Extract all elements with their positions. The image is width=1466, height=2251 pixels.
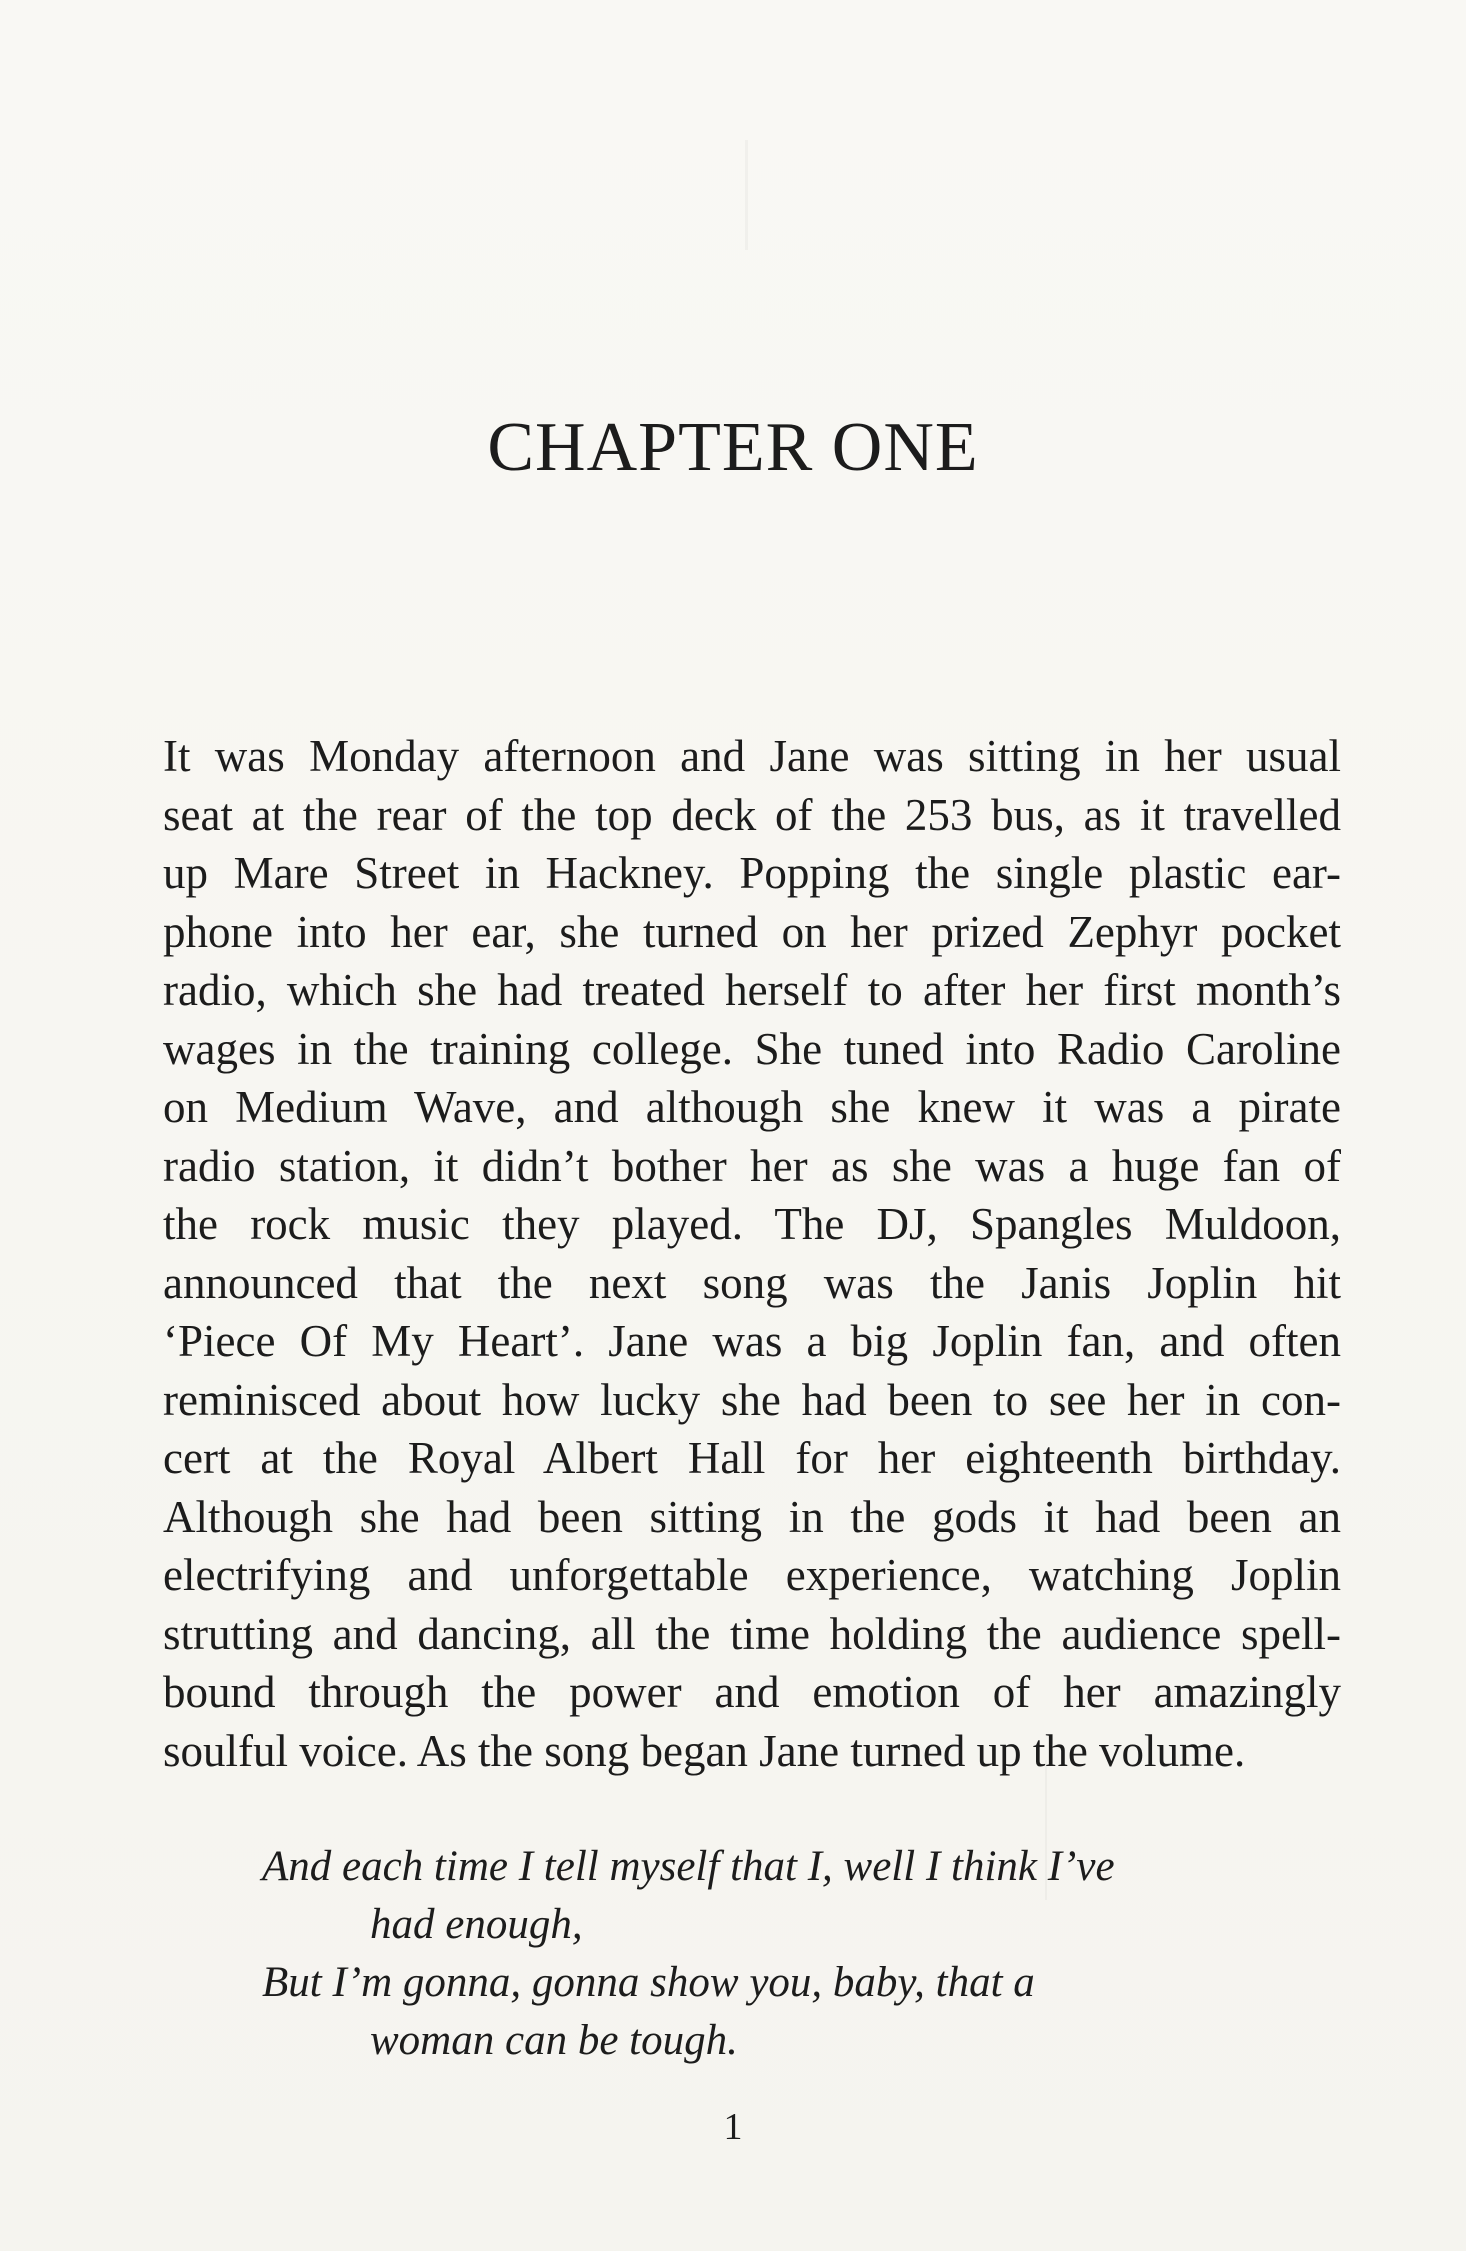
body-line: strutting and dancing, all the time holding the audience spell- — [163, 1608, 1341, 1659]
show-through-mark — [745, 140, 748, 250]
body-line: radio, which she had treated herself to after her first month’s — [163, 965, 1341, 1015]
body-line: soulful voice. As the song began Jane turned up the volume. — [163, 1725, 1246, 1776]
body-line: bound through the power and emotion of her amazingly — [163, 1667, 1341, 1717]
lyric-line: had enough, — [370, 1901, 583, 1948]
body-line: on Medium Wave, and although she knew it was a pirate — [163, 1082, 1341, 1132]
body-line: wages in the training college. She tuned into Radio Caroline — [163, 1023, 1341, 1074]
body-line: seat at the rear of the top deck of the 253 bus, as it travelled — [163, 789, 1341, 840]
body-line: announced that the next song was the Janis Joplin hit — [163, 1257, 1341, 1308]
lyric-line: And each time I tell myself that I, well I think I’ve — [262, 1843, 1115, 1890]
body-line: electrifying and unforgettable experience, watching Joplin — [163, 1550, 1341, 1600]
body-line: ‘Piece Of My Heart’. Jane was a big Joplin fan, and often — [163, 1316, 1341, 1366]
lyric-line: woman can be tough. — [370, 2017, 738, 2064]
body-line: the rock music they played. The DJ, Spangles Muldoon, — [163, 1199, 1341, 1249]
page-number: 1 — [723, 2106, 743, 2148]
lyric-line: But I’m gonna, gonna show you, baby, that a — [262, 1959, 1035, 2006]
body-line: up Mare Street in Hackney. Popping the single plastic ear- — [163, 848, 1341, 898]
body-paragraph — [163, 727, 1341, 1780]
chapter-title: CHAPTER ONE — [487, 409, 979, 486]
body-line: radio station, it didn’t bother her as she was a huge fan of — [163, 1140, 1341, 1191]
body-line: cert at the Royal Albert Hall for her eighteenth birthday. — [163, 1433, 1341, 1483]
body-line: phone into her ear, she turned on her prized Zephyr pocket — [163, 906, 1341, 957]
body-line: reminisced about how lucky she had been to see her in con- — [163, 1374, 1341, 1425]
body-line: Although she had been sitting in the gods it had been an — [163, 1491, 1341, 1542]
body-line: It was Monday afternoon and Jane was sitting in her usual — [163, 731, 1341, 781]
song-lyrics — [262, 1838, 1312, 2070]
